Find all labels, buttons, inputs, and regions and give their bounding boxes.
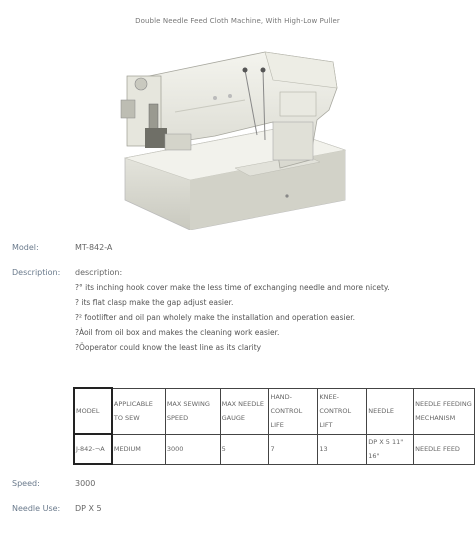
speed-label: Speed:: [12, 479, 40, 488]
spec-header-needle: NEEDLE: [367, 388, 414, 434]
sewing-machine-image: [105, 40, 350, 230]
spec-header-max-speed: MAX SEWING SPEED: [165, 388, 220, 434]
needle-use-label: Needle Use:: [12, 504, 61, 513]
spec-cell-feeding: NEEDLE FEED: [414, 434, 475, 464]
spec-cell-applicable: MEDIUM: [112, 434, 165, 464]
speed-value: 3000: [75, 479, 96, 488]
spec-cell-needle: DP X 5 11" 16": [367, 434, 414, 464]
spec-table-header-row: [74, 388, 475, 434]
spec-header-feeding: NEEDLE FEEDING MECHANISM: [414, 388, 475, 434]
description-item: ?° its inching hook cover make the less time of exchanging needle and more nicety.: [75, 283, 390, 292]
spec-header-model: MODEL: [74, 388, 112, 434]
spec-header-knee-control: KNEE-CONTROL LIFT: [318, 388, 367, 434]
description-item: ? its flat clasp make the gap adjust easier.: [75, 298, 234, 307]
description-item: ?² footlifter and oil pan wholely make the installation and operation easier.: [75, 313, 355, 322]
spec-cell-model: J-842-¬A: [74, 434, 112, 464]
spec-cell-max-speed: 3000: [165, 434, 220, 464]
description-heading: description:: [75, 268, 123, 277]
spec-cell-hand-control: 7: [269, 434, 318, 464]
model-label: Model:: [12, 243, 39, 252]
spec-header-hand-control: HAND-CONTROL LIFE: [269, 388, 318, 434]
spec-cell-needle-gauge: 5: [220, 434, 269, 464]
description-item: ?Öoperator could know the least line as its clarity: [75, 343, 262, 352]
spec-header-applicable: APPLICABLE TO SEW: [112, 388, 165, 434]
description-label: Description:: [12, 268, 61, 277]
needle-use-value: DP X 5: [75, 504, 102, 513]
page-title: Double Needle Feed Cloth Machine, With High-Low Puller: [135, 17, 340, 25]
spec-header-needle-gauge: MAX NEEDLE GAUGE: [220, 388, 269, 434]
model-value: MT-842-A: [75, 243, 113, 252]
table-row: [74, 434, 475, 464]
spec-cell-knee-control: 13: [318, 434, 367, 464]
spec-table: [73, 387, 475, 465]
description-item: ?Àoil from oil box and makes the cleaning work easier.: [75, 328, 280, 337]
